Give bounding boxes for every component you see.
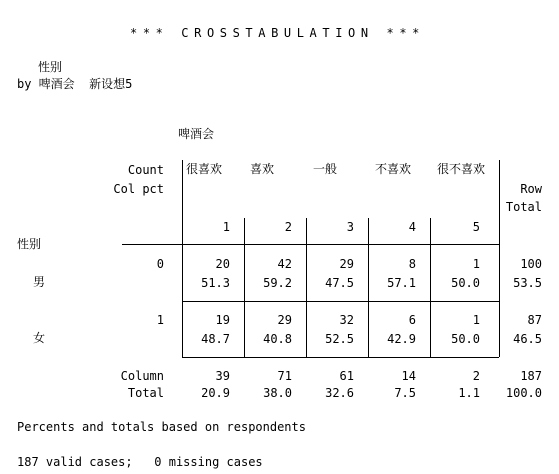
- column-total-count: 2: [472, 369, 480, 383]
- col-code-3: 3: [346, 220, 354, 234]
- report-title: *** CROSSTABULATION ***: [130, 26, 425, 40]
- column-tick: [368, 218, 369, 244]
- cases-line: 187 valid cases; 0 missing cases: [17, 455, 263, 469]
- column-tick: [430, 218, 431, 244]
- cell-pct: 50.0: [451, 276, 480, 290]
- row-total-label-2: Total: [505, 200, 542, 214]
- col-code-4: 4: [408, 220, 416, 234]
- cell-pct: 57.1: [387, 276, 416, 290]
- row-label: 男: [33, 275, 46, 289]
- row-total-count: 100: [520, 257, 542, 271]
- cell-count: 6: [408, 313, 416, 327]
- cell-pct: 42.9: [387, 332, 416, 346]
- col-pct-label: Col pct: [113, 182, 164, 196]
- column-tick: [244, 218, 245, 244]
- row-total-pct: 53.5: [513, 276, 542, 290]
- cell-count: 19: [215, 313, 230, 327]
- table-mid-rule: [182, 301, 499, 302]
- column-total-pct: 20.9: [201, 386, 230, 400]
- cell-pct: 51.3: [201, 276, 230, 290]
- header-divider-right: [499, 160, 500, 244]
- column-total-label-1: Column: [120, 369, 164, 383]
- body-col-line: [244, 244, 245, 357]
- col-header-3: 一般: [313, 162, 338, 176]
- column-total-pct: 7.5: [394, 386, 416, 400]
- grand-total: 187: [520, 369, 542, 383]
- column-variable-label: 啤酒会: [178, 127, 215, 141]
- cell-pct: 40.8: [263, 332, 292, 346]
- cell-count: 32: [339, 313, 354, 327]
- col-header-5: 很不喜欢: [437, 162, 486, 176]
- column-total-pct: 1.1: [458, 386, 480, 400]
- row-total-label-1: Row: [520, 182, 542, 196]
- row-variable-label: 性别: [38, 60, 63, 74]
- body-col-line: [368, 244, 369, 357]
- cell-count: 29: [339, 257, 354, 271]
- footer-note: Percents and totals based on respondents: [17, 420, 306, 434]
- col-header-4: 不喜欢: [375, 162, 412, 176]
- row-code: 0: [156, 257, 164, 271]
- cell-pct: 50.0: [451, 332, 480, 346]
- column-total-count: 14: [401, 369, 416, 383]
- column-tick: [306, 218, 307, 244]
- table-bottom-rule: [182, 357, 499, 358]
- cell-count: 29: [277, 313, 292, 327]
- column-total-pct: 38.0: [263, 386, 292, 400]
- count-label: Count: [127, 163, 164, 177]
- cell-count: 8: [408, 257, 416, 271]
- col-code-2: 2: [284, 220, 292, 234]
- cell-count: 20: [215, 257, 230, 271]
- column-total-count: 61: [339, 369, 354, 383]
- cell-pct: 59.2: [263, 276, 292, 290]
- body-left-line: [182, 244, 183, 357]
- col-header-2: 喜欢: [250, 162, 275, 176]
- cell-count: 1: [472, 257, 480, 271]
- column-total-count: 71: [277, 369, 292, 383]
- cell-pct: 48.7: [201, 332, 230, 346]
- column-total-label-2: Total: [127, 386, 164, 400]
- col-code-1: 1: [222, 220, 230, 234]
- cell-count: 42: [277, 257, 292, 271]
- column-total-count: 39: [215, 369, 230, 383]
- row-var-label: 性别: [17, 237, 42, 251]
- by-line: by 啤酒会 新设想5: [17, 77, 133, 91]
- row-code: 1: [156, 313, 164, 327]
- body-col-line: [306, 244, 307, 357]
- header-divider: [182, 160, 183, 244]
- row-label: 女: [33, 331, 46, 345]
- cell-pct: 52.5: [325, 332, 354, 346]
- table-top-rule: [122, 244, 499, 245]
- col-code-5: 5: [472, 220, 480, 234]
- row-total-pct: 46.5: [513, 332, 542, 346]
- grand-pct: 100.0: [505, 386, 542, 400]
- cell-pct: 47.5: [325, 276, 354, 290]
- column-total-pct: 32.6: [325, 386, 354, 400]
- body-col-line: [430, 244, 431, 357]
- col-header-1: 很喜欢: [186, 162, 223, 176]
- row-total-count: 87: [527, 313, 542, 327]
- cell-count: 1: [472, 313, 480, 327]
